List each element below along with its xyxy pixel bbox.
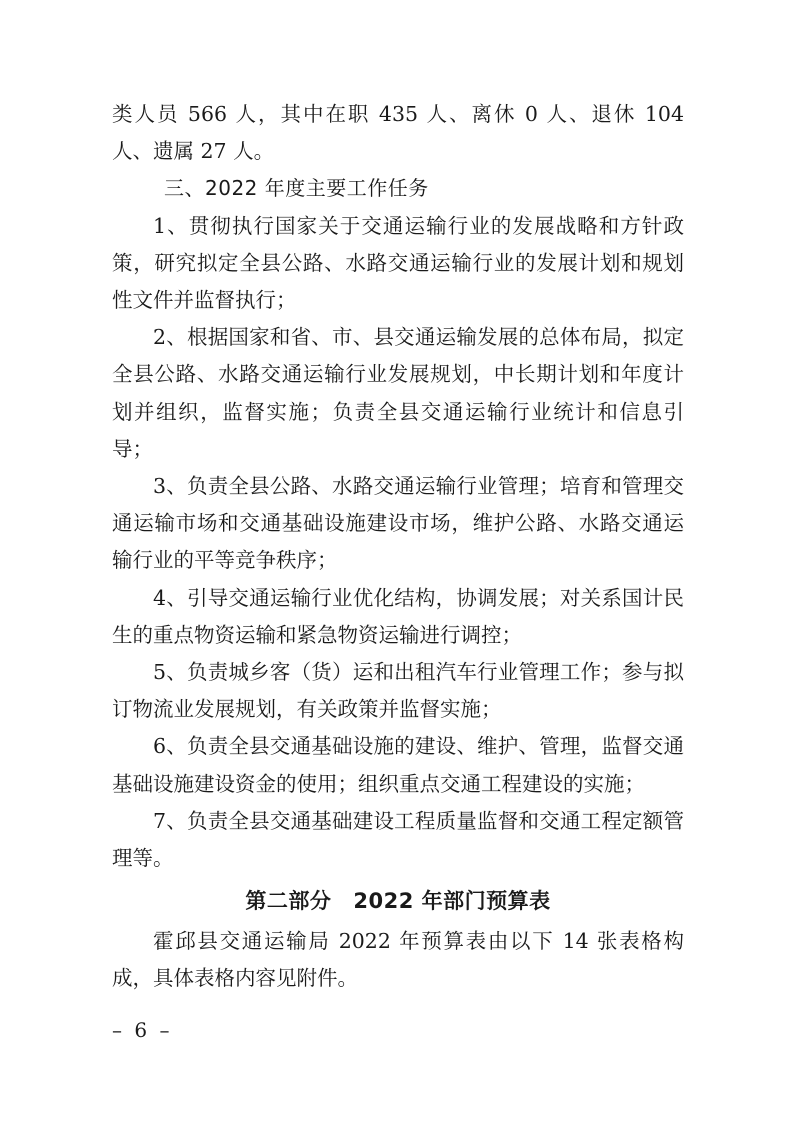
task-item-2: 2、根据国家和省、市、县交通运输发展的总体布局，拟定全县公路、水路交通运输行业发展规划，中长期计划和年度计划并组织，监督实施；负责全县交通运输行业统计和信息引导； [112, 325, 684, 461]
task-item-4: 4、引导交通运输行业优化结构，协调发展；对关系国计民生的重点物资运输和紧急物资运输进行调控； [112, 585, 684, 647]
page-body [112, 96, 684, 998]
task-item-7: 7、负责全县交通基础建设工程质量监督和交通工程定额管理等。 [112, 808, 684, 871]
section-heading-work-tasks: 三、2022 年度主要工作任务 [164, 176, 429, 201]
part-title-subject: 2022 年部门预算表 [353, 889, 551, 914]
intro-paragraph: 类人员 566 人，其中在职 435 人、离休 0 人、退休 104 人、遗属 27 人。 [112, 102, 684, 164]
page-number: – 6 – [112, 1018, 173, 1042]
task-item-6: 6、负责全县交通基础设施的建设、维护、管理，监督交通基础设施建设资金的使用；组织重点交通工程建设的实施； [112, 734, 684, 796]
closing-paragraph: 霍邱县交通运输局 2022 年预算表由以下 14 张表格构成，具体表格内容见附件。 [112, 929, 684, 991]
task-item-1: 1、贯彻执行国家关于交通运输行业的发展战略和方针政策，研究拟定全县公路、水路交通运输行业的发展计划和规划性文件并监督执行； [112, 213, 684, 313]
task-item-3: 3、负责全县公路、水路交通运输行业管理；培育和管理交通运输市场和交通基础设施建设市场，维护公路、水路交通运输行业的平等竞争秩序； [112, 474, 684, 573]
part-two-title [112, 879, 684, 923]
part-title-label: 第二部分 [245, 889, 332, 914]
task-item-5: 5、负责城乡客（货）运和出租汽车行业管理工作；参与拟订物流业发展规划，有关政策并监督实施； [112, 660, 684, 722]
